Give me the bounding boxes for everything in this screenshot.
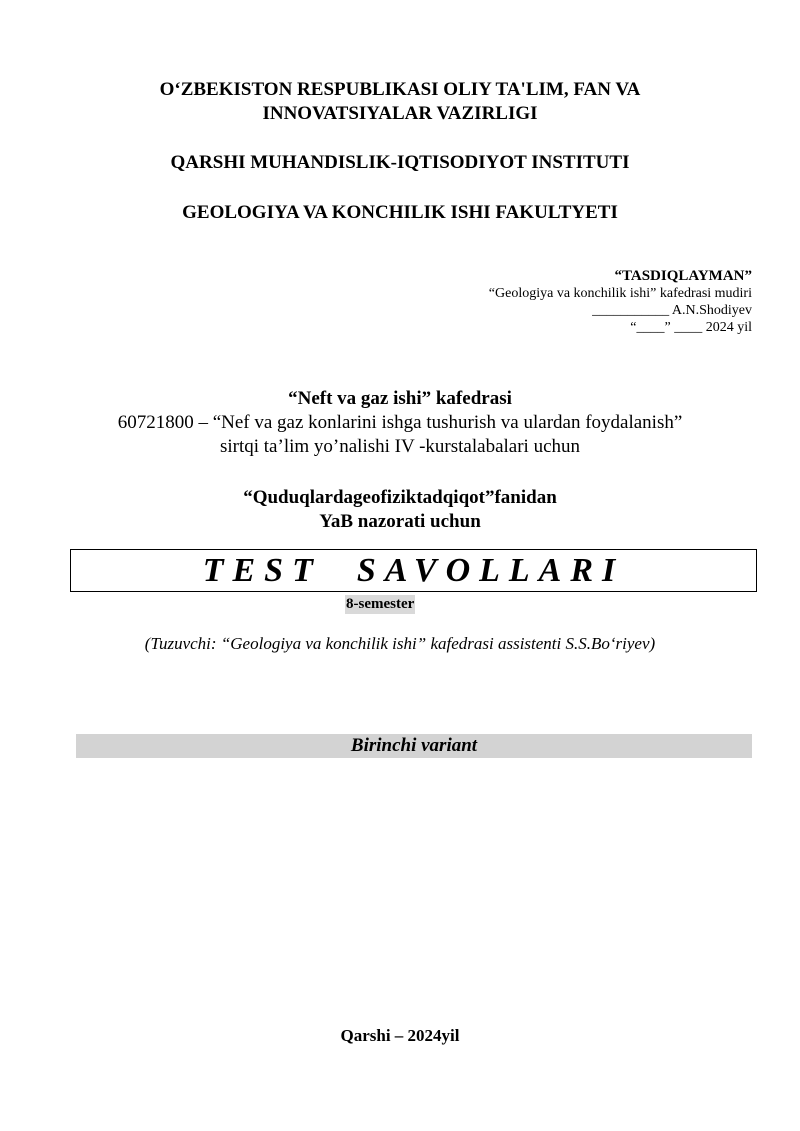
program-line: 60721800 – “Nef va gaz konlarini ishga tushurish va ulardan foydalanish” bbox=[117, 412, 683, 433]
control-type: YaB nazorati uchun bbox=[319, 511, 481, 532]
footer-city-year: Qarshi – 2024yil bbox=[340, 1026, 460, 1045]
faculty-heading: GEOLOGIYA VA KONCHILIK ISHI FAKULTYETI bbox=[182, 202, 618, 223]
ministry-line-1: O‘ZBEKISTON RESPUBLIKASI OLIY TA'LIM, FAN VA bbox=[159, 79, 641, 100]
approval-position: “Geologiya va konchilik ishi” kafedrasi mudiri bbox=[488, 286, 752, 301]
variant-bar: Birinchi variant bbox=[76, 734, 752, 758]
approval-date: “____” ____ 2024 yil bbox=[630, 320, 752, 335]
subject-block bbox=[0, 486, 800, 534]
department-name: “Neft va gaz ishi” kafedrasi bbox=[288, 388, 512, 409]
semester-label: 8-semester bbox=[346, 596, 415, 612]
audience-line: sirtqi ta’lim yo’nalishi IV -kurstalabalari uchun bbox=[219, 436, 581, 457]
ministry-line-2: INNOVATSIYALAR VAZIRLIGI bbox=[262, 103, 538, 124]
author-line: (Tuzuvchi: “Geologiya va konchilik ishi” kafedrasi assistenti S.S.Bo‘riyev) bbox=[144, 634, 656, 653]
approval-signature: ___________ A.N.Shodiyev bbox=[592, 303, 752, 318]
subject-name: “Quduqlardageofiziktadqiqot”fanidan bbox=[243, 487, 557, 508]
test-title-box: TEST SAVOLLARI bbox=[70, 549, 757, 592]
department-block bbox=[0, 387, 800, 459]
ministry-heading bbox=[0, 78, 800, 126]
institute-heading: QARSHI MUHANDISLIK-IQTISODIYOT INSTITUTI bbox=[170, 152, 630, 173]
approval-block bbox=[489, 268, 752, 336]
approval-title: “TASDIQLAYMAN” bbox=[614, 268, 752, 284]
